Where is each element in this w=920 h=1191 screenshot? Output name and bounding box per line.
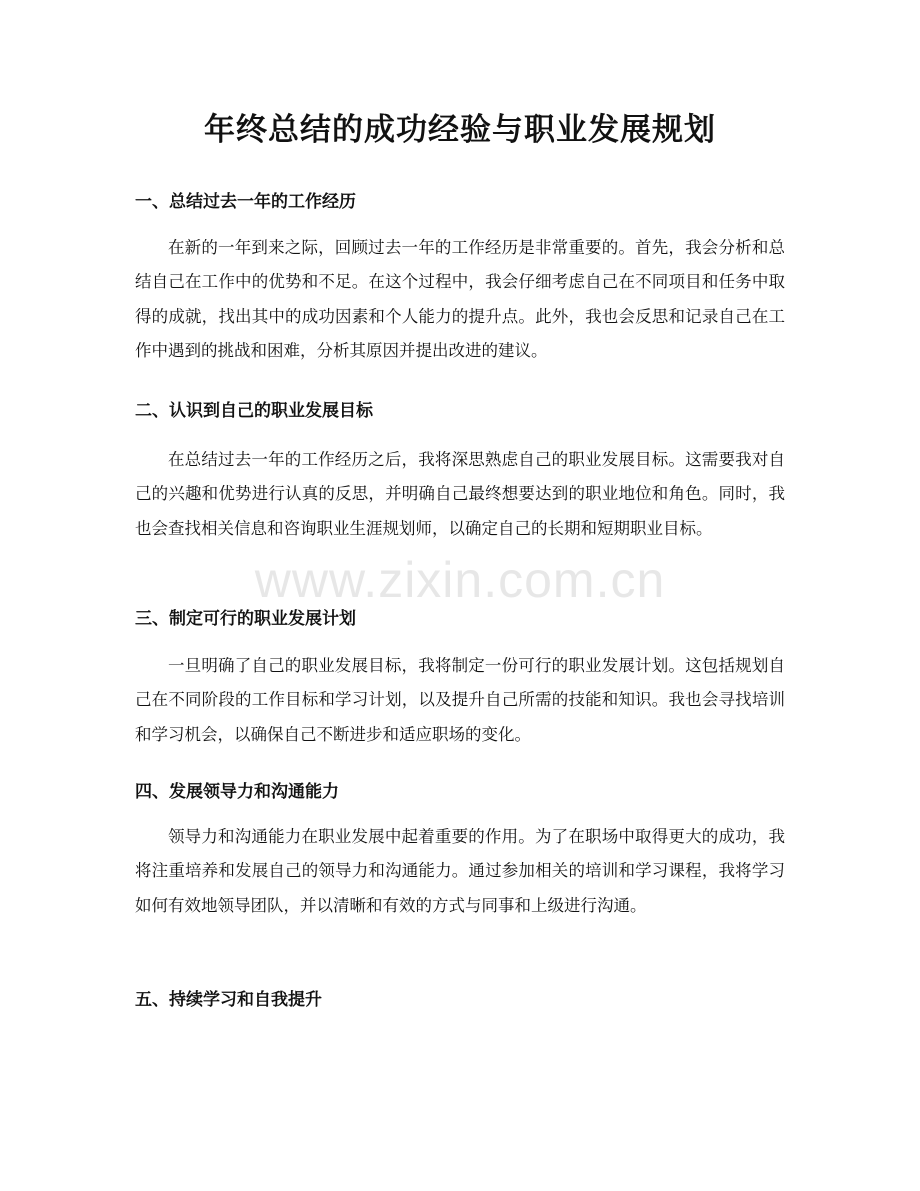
section-4-heading: 四、发展领导力和沟通能力 xyxy=(135,782,339,802)
section-1-heading: 一、总结过去一年的工作经历 xyxy=(135,192,356,212)
watermark-text: www.zixin.com.cn xyxy=(254,552,666,608)
section-1-paragraph: 在新的一年到来之际，回顾过去一年的工作经历是非常重要的。首先，我会分析和总结自己在工作中的优势和不足。在这个过程中，我会仔细考虑自己在不同项目和任务中取得的成就，找出其中的成功因素和个人能力的提升点。此外，我也会反思和记录自己在工作中遇到的挑战和困难，分析其原因并提出改进的建议。 xyxy=(135,238,785,360)
section-2-heading: 二、认识到自己的职业发展目标 xyxy=(135,401,373,421)
section-4-paragraph: 领导力和沟通能力在职业发展中起着重要的作用。为了在职场中取得更大的成功，我将注重培养和发展自己的领导力和沟通能力。通过参加相关的培训和学习课程，我将学习如何有效地领导团队，并以清晰和有效的方式与同事和上级进行沟通。 xyxy=(135,827,785,915)
section-3-heading: 三、制定可行的职业发展计划 xyxy=(135,609,356,629)
section-2-paragraph: 在总结过去一年的工作经历之后，我将深思熟虑自己的职业发展目标。这需要我对自己的兴趣和优势进行认真的反思，并明确自己最终想要达到的职业地位和角色。同时，我也会查找相关信息和咨询职业生涯规划师，以确定自己的长期和短期职业目标。 xyxy=(135,450,785,538)
section-3-paragraph: 一旦明确了自己的职业发展目标，我将制定一份可行的职业发展计划。这包括规划自己在不同阶段的工作目标和学习计划，以及提升自己所需的技能和知识。我也会寻找培训和学习机会，以确保自己不断进步和适应职场的变化。 xyxy=(135,656,785,744)
document-title: 年终总结的成功经验与职业发展规划 xyxy=(204,112,716,148)
section-5-heading: 五、持续学习和自我提升 xyxy=(135,990,322,1010)
